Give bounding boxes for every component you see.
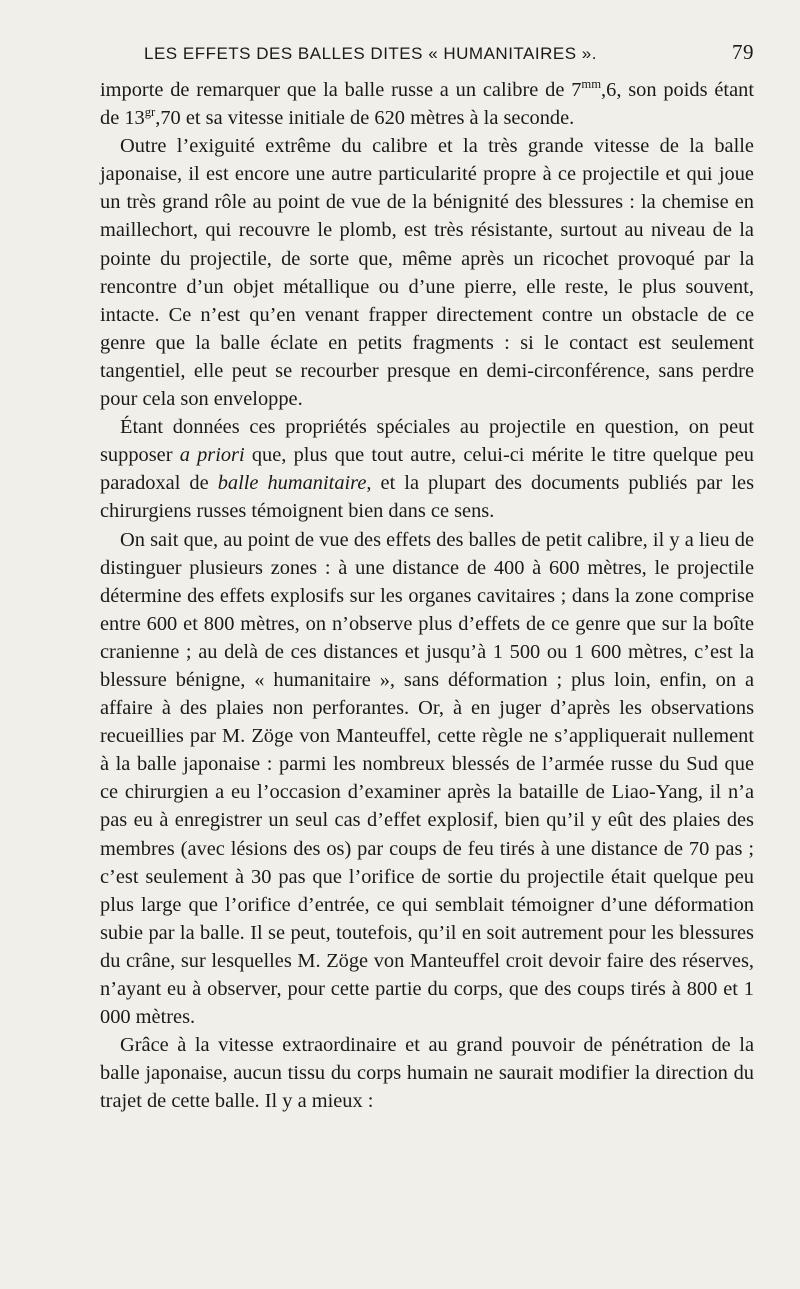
page-number: 79 (732, 40, 754, 64)
italic-a-priori: a priori (179, 444, 245, 467)
paragraph-3-text-c: , et la plupart des documents publiés par les chirurgiens russes témoignent bien dans ce sens. (100, 472, 754, 523)
page-header (100, 40, 754, 76)
paragraph-3-text-b: que, plus que tout autre, celui-ci mérite le titre quelque peu paradoxal de (100, 444, 755, 495)
paragraph-1-text-b: ,6, son poids étant de 13 (100, 79, 754, 130)
body-text (100, 76, 754, 1115)
paragraph-2: Outre l’exiguité extrême du calibre et la très grande vitesse de la balle japonaise, il est encore une autre particularité propre à ce projectile et qui joue un très grand rôle au point de vue de la bénignité des blessures : la chemise en maillechort, qui recouvre le plomb, est très résistante, surtout au niveau de la pointe du projectile, de sorte que, même après un ricochet provoqué par la rencontre d’un objet métallique ou d’une pierre, elle reste, le plus souvent, intacte. Ce n’est qu’en venant frapper directement contre un obstacle de ce genre que la balle éclate en petits fragments : si le contact est seulement tangentiel, elle peut se recourber presque en demi-circonférence, sans perdre pour cela son enveloppe. (100, 135, 754, 411)
running-title: LES EFFETS DES BALLES DITES « HUMANITAIRES ». (144, 44, 597, 63)
paragraph-5: Grâce à la vitesse extraordinaire et au grand pouvoir de pénétration de la balle japonaise, aucun tissu du corps humain ne saurait modifier la direction du trajet de cette balle. Il y a mieux : (100, 1034, 754, 1113)
millimetre-abbreviation: mm (581, 77, 602, 92)
paragraph-4: On sait que, au point de vue des effets des balles de petit calibre, il y a lieu de distinguer plusieurs zones : à une distance de 400 à 600 mètres, le projectile détermine des effets explosifs sur les organes cavitaires ; dans la zone comprise entre 600 et 800 mètres, on n’observe plus d’effets de ce genre que sur la boîte cranienne ; au delà de ces distances et jusqu’à 1 500 ou 1 600 mètres, c’est la blessure bénigne, « humanitaire », sans déformation ; plus loin, enfin, on a affaire à des plaies non perforantes. Or, à en juger d’après les observations recueillies par M. Zöge von Manteuffel, cette règle ne s’appliquerait nullement à la balle japonaise : parmi les nombreux blessés de l’armée russe du Sud que ce chirurgien a eu l’occasion d’examiner après la bataille de Liao-Yang, il n’a pas eu à enregistrer un seul cas d’effet explosif, bien qu’il y eût des plaies des membres (avec lésions des os) par coups de feu tirés à une distance de 70 pas ; c’est seulement à 30 pas que l’orifice de sortie du projectile était quelque peu plus large que l’orifice d’entrée, ce qui semblait témoigner d’une déformation subie par la balle. Il se peut, toutefois, qu’il en soit autrement pour les blessures du crâne, sur lesquelles M. Zöge von Manteuffel croit devoir faire des réserves, n’ayant eu à observer, pour cette partie du corps, que des coups tirés à 800 et 1 000 mètres. (100, 528, 754, 1029)
gram-abbreviation: gr (144, 105, 156, 120)
paragraph-3 (100, 413, 754, 525)
paragraph-3-text-a: Étant données ces propriétés spéciales au projectile en question, on peut supposer (100, 416, 754, 467)
paragraph-1 (100, 76, 754, 132)
italic-balle-humanitaire: balle humanitaire (217, 472, 367, 495)
paragraph-1-text-a: importe de remarquer que la balle russe a un calibre de 7 (100, 79, 582, 101)
paragraph-1-text-c: ,70 et sa vitesse initiale de 620 mètres à la seconde. (155, 107, 575, 130)
